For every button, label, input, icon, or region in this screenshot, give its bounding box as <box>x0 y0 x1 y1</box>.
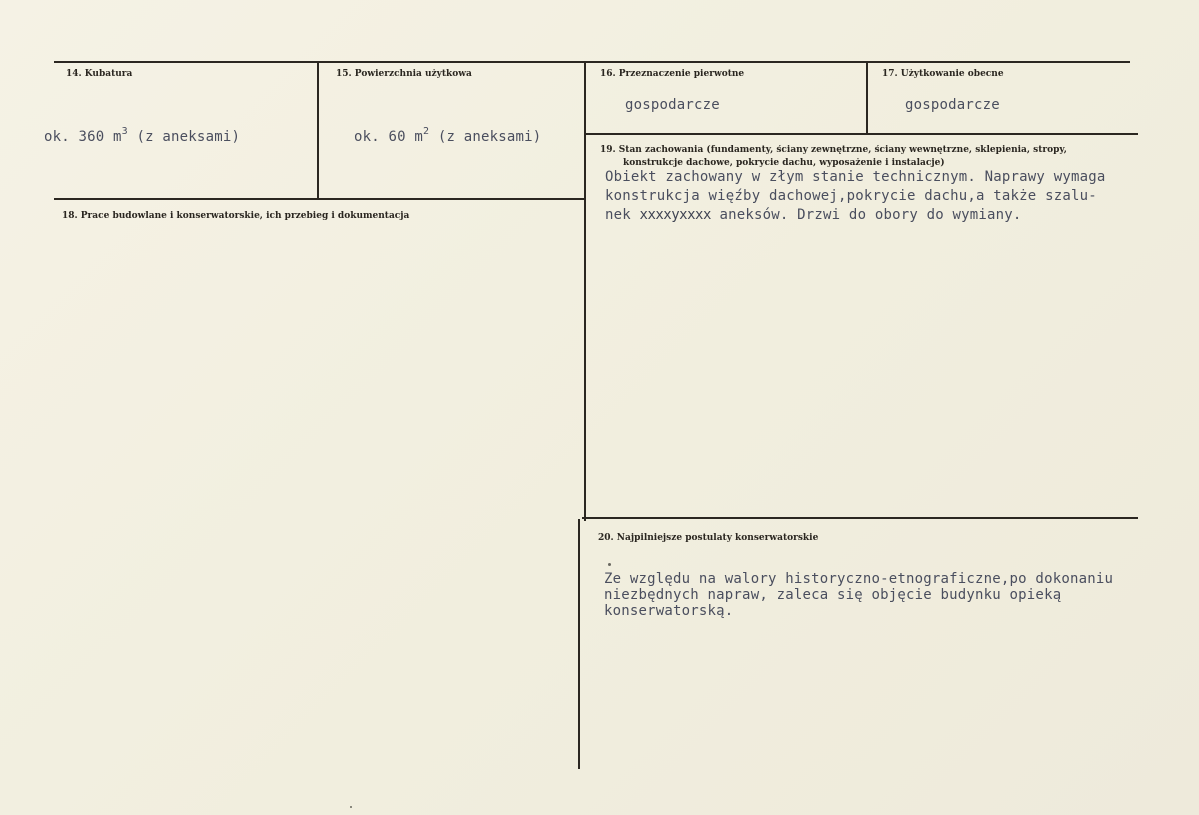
field-18-label: 18. Prace budowlane i konserwatorskie, ich przebieg i dokumentacja <box>62 211 410 221</box>
center-divider-line-lower <box>578 519 580 769</box>
field-20-text-line2: niezbędnych napraw, zaleca się objęcie budynku opieką <box>604 587 1062 603</box>
field-15-value-suffix: (z aneksami) <box>429 129 542 145</box>
field-14-value-prefix: ok. 360 m <box>44 129 122 145</box>
field-15-value-exponent: 2 <box>423 126 430 137</box>
section-divider-right <box>586 133 1138 135</box>
field-19-text-line3-end: aneksów. Drzwi do obory do wymiany. <box>710 207 1022 223</box>
struck-out-word: xxxxyxxxx <box>639 207 711 223</box>
field-14-value <box>44 128 240 147</box>
field-19-text-line2: konstrukcja więźby dachowej,pokrycie dachu,a także szalu- <box>605 188 1097 204</box>
field-16-label: 16. Przeznaczenie pierwotne <box>600 69 745 79</box>
field-19-text-line1: Obiekt zachowany w złym stanie technicznym. Naprawy wymaga <box>605 169 1106 185</box>
field-20-text-line1: Ze względu na walory historyczno-etnograficzne,po dokonaniu <box>604 571 1114 587</box>
field-14-value-suffix: (z aneksami) <box>127 129 241 145</box>
section-divider-left <box>54 198 586 200</box>
field-17-value: gospodarcze <box>905 97 1000 113</box>
field-15-value <box>354 128 541 147</box>
field-19-label-line2: konstrukcje dachowe, pokrycie dachu, wyposażenie i instalacje) <box>623 158 945 168</box>
ink-speck <box>608 563 611 566</box>
section-divider-20 <box>582 517 1138 519</box>
ink-speck-bottom <box>350 806 352 808</box>
divider-14-15 <box>317 61 319 199</box>
field-16-value: gospodarcze <box>625 97 720 113</box>
top-border-line <box>54 61 1130 63</box>
field-17-label: 17. Użytkowanie obecne <box>882 69 1004 79</box>
field-20-text-line3: konserwatorską. <box>604 603 734 619</box>
field-19-label-line1: 19. Stan zachowania (fundamenty, ściany zewnętrzne, ściany wewnętrzne, sklepienia, stropy, <box>600 145 1067 155</box>
field-15-value-prefix: ok. 60 m <box>354 129 424 145</box>
center-divider-line <box>584 61 586 521</box>
field-19-text-line3-start: nek <box>605 207 640 223</box>
field-20-label: 20. Najpilniejsze postulaty konserwatorskie <box>598 533 819 543</box>
divider-16-17 <box>866 61 868 134</box>
field-15-label: 15. Powierzchnia użytkowa <box>336 69 472 79</box>
field-19-text-line3 <box>605 206 1022 225</box>
field-14-value-exponent: 3 <box>121 126 128 137</box>
field-14-label: 14. Kubatura <box>66 69 133 79</box>
